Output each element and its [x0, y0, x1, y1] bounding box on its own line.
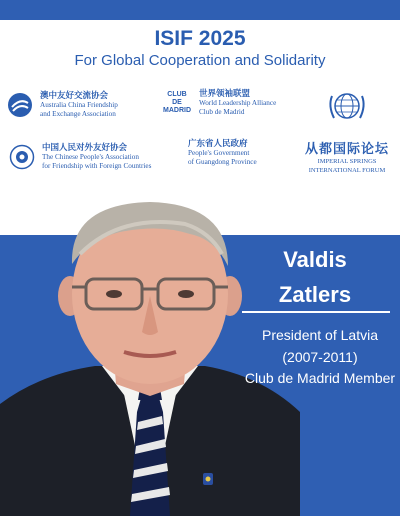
wla-name-en-1: World Leadership Alliance	[199, 99, 277, 107]
isif-wordmark	[305, 138, 389, 175]
acfea-name-en-2: and Exchange Association	[40, 110, 116, 118]
speaker-role-line-2: (2007-2011)	[282, 349, 358, 365]
gd-name-en-2: of Guangdong Province	[188, 158, 257, 166]
isif-emblem	[325, 86, 369, 126]
acfea-name-en-1: Australia China Friendship	[40, 101, 118, 109]
speaker-role-line-3: Club de Madrid Member	[244, 370, 396, 386]
wla-name-en-2: Club de Madrid	[199, 108, 245, 116]
event-subtitle: For Global Cooperation and Solidarity	[74, 52, 326, 69]
speaker-first-name: Valdis	[283, 247, 347, 272]
cpaffc-name-en-1: The Chinese People's Association	[42, 153, 139, 161]
name-divider	[242, 311, 390, 313]
club-de-madrid-logo	[163, 88, 276, 117]
isif-name-en-2: INTERNATIONAL FORUM	[308, 167, 386, 174]
isif-name-en-1: IMPERIAL SPRINGS	[317, 158, 377, 165]
acfea-name-zh: 澳中友好交流协会	[40, 90, 109, 100]
isif-name-zh: 从都国际论坛	[305, 141, 390, 156]
gd-name-en-1: People's Government	[188, 149, 250, 157]
cpaffc-logo	[9, 142, 151, 171]
event-title: ISIF 2025	[154, 27, 246, 50]
speaker-last-name: Zatlers	[278, 282, 352, 307]
guangdong-government-logo	[188, 138, 257, 167]
top-accent-strip	[0, 0, 400, 20]
acfea-logo	[7, 90, 118, 119]
cpaffc-name-en-2: for Friendship with Foreign Countries	[42, 162, 152, 170]
cpaffc-emblem-icon	[9, 144, 35, 170]
cpaffc-name-zh: 中国人民对外友好协会	[42, 142, 128, 152]
laurel-globe-icon	[325, 86, 369, 126]
speaker-role-line-1: President of Latvia	[262, 327, 378, 343]
acfea-emblem-icon	[7, 92, 33, 118]
gd-name-zh: 广东省人民政府	[188, 138, 248, 148]
wla-name-zh: 世界领袖联盟	[199, 88, 251, 98]
club-de-madrid-mark: CLUB DE MADRID	[163, 90, 191, 114]
